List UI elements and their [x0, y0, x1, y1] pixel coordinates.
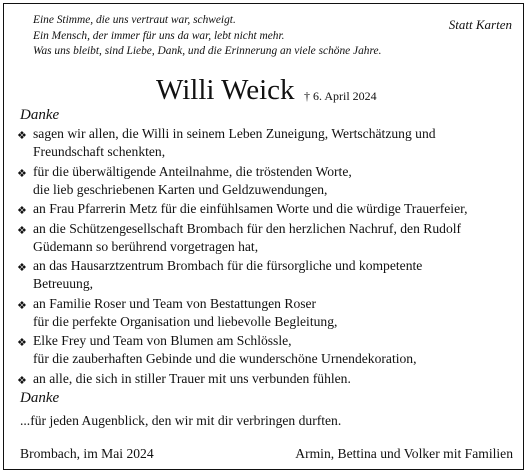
thanks-item — [17, 163, 517, 199]
diamond-bullet-icon: ❖ — [17, 205, 27, 217]
memorial-poem — [33, 13, 463, 60]
thanks-item-line: die lieb geschriebenen Karten und Geldzuwendungen, — [33, 181, 328, 197]
place-date: Brombach, im Mai 2024 — [20, 446, 154, 461]
poem-line: Ein Mensch, der immer für uns da war, lebt nicht mehr. — [33, 29, 285, 42]
diamond-bullet-icon: ❖ — [17, 374, 27, 387]
thanks-item — [17, 295, 517, 331]
thanks-item — [17, 332, 517, 368]
thanks-item-line: an alle, die sich in stiller Trauer mit uns verbunden fühlen. — [33, 370, 351, 386]
thanks-item-line: Elke Frey und Team von Blumen am Schlössle, — [33, 333, 292, 348]
diamond-bullet-icon: ❖ — [17, 337, 27, 349]
thanks-item-line: Güdemann so berührend vorgetragen hat, — [33, 238, 259, 254]
diamond-bullet-icon: ❖ — [17, 224, 27, 237]
diamond-bullet-icon: ❖ — [17, 299, 27, 312]
thanks-item-line: an das Hausarztzentrum Brombach für die fürsorgliche und kompetente — [33, 258, 423, 273]
poem-line: Was uns bleibt, sind Liebe, Dank, und die Erinnerung an viele schöne Jahre. — [33, 45, 382, 57]
closing-line: ...für jeden Augenblick, den wir mit dir verbringen durften. — [20, 413, 342, 428]
thanks-item-line: Betreuung, — [33, 276, 94, 291]
diamond-bullet-icon: ❖ — [17, 130, 27, 142]
thanks-item — [17, 200, 517, 218]
statt-karten-label: Statt Karten — [448, 17, 512, 32]
danke-heading: Danke — [20, 107, 60, 123]
thanks-item-line: an die Schützengesellschaft Brombach für den herzlichen Nachruf, den Rudolf — [33, 220, 462, 236]
thanks-item-line: Freundschaft schenkten, — [33, 144, 166, 159]
thanks-item — [17, 257, 517, 293]
poem-line: Eine Stimme, die uns vertraut war, schweigt. — [33, 14, 236, 26]
thanks-item — [17, 125, 517, 161]
danke-heading-2: Danke — [20, 390, 60, 406]
thanks-list — [17, 125, 517, 389]
thanks-item-line: an Familie Roser und Team von Bestattungen Roser — [33, 295, 317, 311]
obituary-notice — [3, 3, 524, 470]
thanks-item-line: für die überwältigende Anteilnahme, die tröstenden Worte, — [33, 163, 352, 179]
deceased-name: Willi Weick — [156, 74, 295, 106]
diamond-bullet-icon: ❖ — [17, 167, 27, 180]
thanks-item — [17, 220, 517, 256]
diamond-bullet-icon: ❖ — [17, 262, 27, 274]
signatories: Armin, Bettina und Volker mit Familien — [295, 446, 513, 461]
thanks-item — [17, 370, 517, 388]
thanks-item-line: für die perfekte Organisation und liebevolle Begleitung, — [33, 313, 338, 329]
thanks-item-line: sagen wir allen, die Willi in seinem Leben Zuneigung, Wertschätzung und — [33, 126, 436, 141]
thanks-item-line: an Frau Pfarrerin Metz für die einfühlsamen Worte und die würdige Trauerfeier, — [33, 201, 468, 216]
thanks-item-line: für die zauberhaften Gebinde und die wunderschöne Urnendekoration, — [33, 351, 417, 366]
death-date: † 6. April 2024 — [304, 89, 377, 103]
